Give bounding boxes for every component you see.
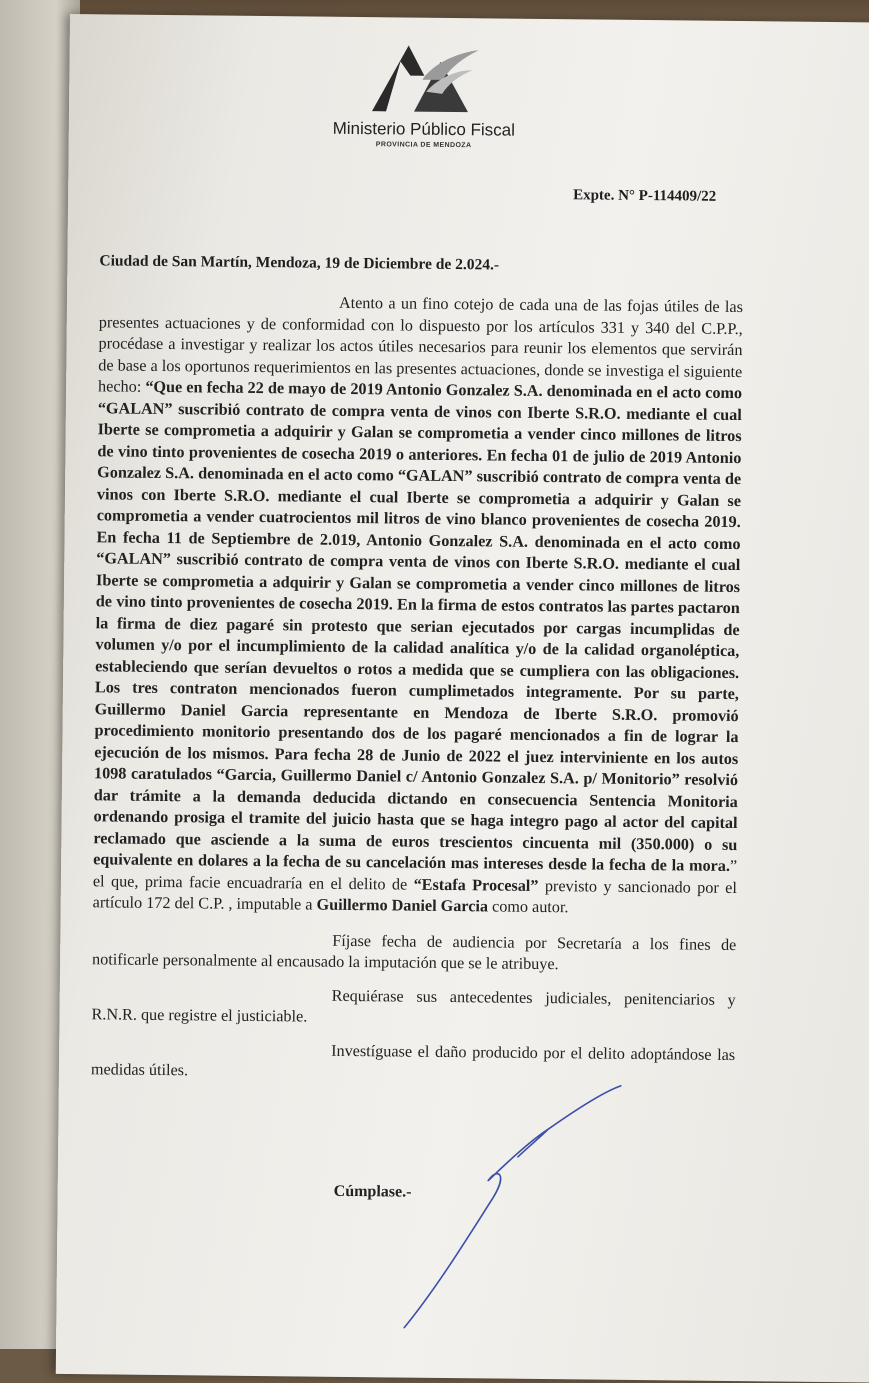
document-body <box>91 290 743 1087</box>
dateline: Ciudad de San Martín, Mendoza, 19 de Diciembre de 2.024.- <box>99 252 500 274</box>
qualification-text: ” el que, prima facie encuadraría en el delito de <box>92 856 738 894</box>
logo <box>323 39 524 181</box>
crime-name: “Estafa Procesal” <box>413 875 539 895</box>
paragraph-records: Requiérase sus antecedentes judiciales, penitenciarios y R.N.R. que registre el justiciable. <box>91 986 736 1026</box>
qualification-text-2: previsto y sancionado por el artículo 172 del C.P. , imputable a <box>92 876 738 914</box>
accused-name: Guillermo Daniel Garcia <box>316 895 489 916</box>
fact-text: “Que en fecha 22 de mayo de 2019 Antonio Gonzalez S.A. denominada en el acto como “GALAN” suscribió contrato de compra venta de vinos con Iberte S.R.O. mediante el cual Iberte se comprometia a adquirir y Galan se comprometia a vender cinco millones de litros de vino tinto provenientes de cosecha 2019 o anteriores. En fecha 01 de julio de 2019 Antonio Gonzalez S.A. denominada en el acto como “GALAN” suscribió contrato de compra venta de vinos con Iberte S.R.O. mediante el cual Iberte se comprometia a adquirir y Galan se comprometia a vender cuatrocientos mil litros de vino blanco provenientes de cosecha 2019. En fecha 11 de Septiembre de 2.019, Antonio Gonzalez S.A. denominada en el acto como “GALAN” suscribió contrato de compra venta de vinos con Iberte S.R.O. mediante el cual Iberte se comprometia a adquirir y Galan se comprometia a vender cinco millones de litros de vino tinto provenientes de cosecha 2019. En la firma de estos contratos las partes pactaron la firma de diez pagaré sin protesto que serian ejecutados por cargas incumplidas de volumen y/o por el incumplimiento de la calidad analítica y/o de la calidad organoléptica, estableciendo que serían devueltos o rotos a medida que se cumpliera con las obligaciones. Los tres contraton mencionados fueron cumplimetados integramente. Por su parte, Guillermo Daniel Garcia representante en Mendoza de Iberte S.R.O. promovió procedimiento monitorio presentando dos de los pagaré mencionados a fin de lograr la ejecución de los mismos. Para fecha 28 de Junio de 2022 el juez interviniente en los autos 1098 caratulados “Garcia, Guillermo Daniel c/ Antonio Gonzalez S.A. p/ Monitorio” resolvió dar trámite a la demanda deducida dictando en consecuencia Sentencia Monitoria ordenando prosiga el tramite del juicio hasta que se haga integro pago al actor del capital reclamado que asciende a la suma de euros trescientos cincuenta mil (350.000) o su equivalente en dolares a la fecha de su cancelación mas intereses desde la fecha de la mora. <box>93 377 743 875</box>
province-name: PROVINCIA DE MENDOZA <box>375 141 472 150</box>
file-number: Expte. N° P-114409/22 <box>573 187 717 205</box>
organization-name: Ministerio Público Fiscal <box>332 118 516 140</box>
paragraph-resolution <box>93 290 743 920</box>
paragraph-hearing: Fíjase fecha de audiencia por Secretaría a los fines de notificarle personalmente al encausado la imputación que se le atribuye. <box>92 931 737 974</box>
intro-text: Atento a un fino cotejo de cada una de las fojas útiles de las presentes actuaciones y de conformidad con lo dispuesto por los artículos 331 y 340 del C.P.P., procédase a investigar y realizar los actos útiles necesarios para reunir los elementos que servirán de base a los oportunos requerimientos en las presentes actuaciones, donde se investiga el siguiente hecho: <box>98 293 744 396</box>
handwritten-signature <box>396 1078 639 1340</box>
qualification-text-3: como autor. <box>487 897 569 917</box>
paragraph-damage: Investíguase el daño producido por el delito adoptándose las medidas útiles. <box>90 1041 736 1080</box>
document-page <box>56 14 869 1383</box>
mpf-logo-icon <box>364 39 485 118</box>
closing-text: Cúmplase.- <box>333 1182 412 1201</box>
